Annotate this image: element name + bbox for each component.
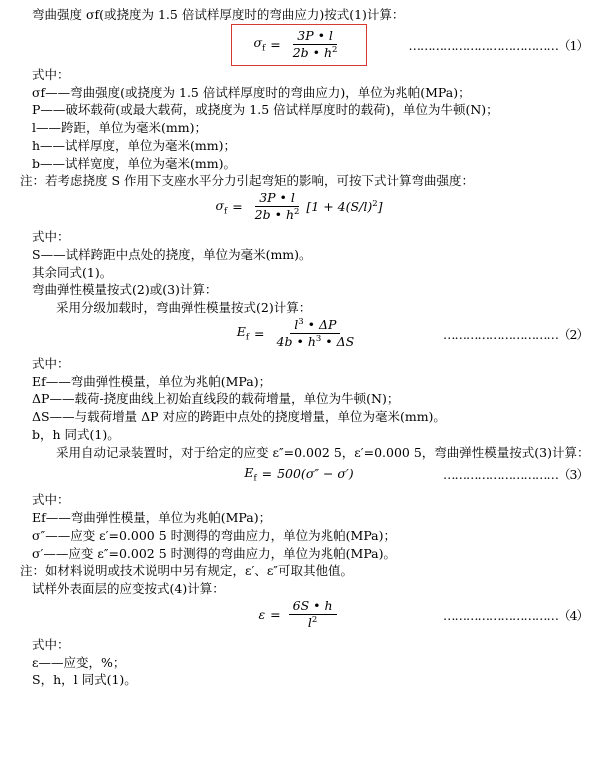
where-label-3: 式中： <box>32 355 70 371</box>
equation-2-denominator: 4b • $h^3$ • ΔS <box>276 334 355 350</box>
equation-3 <box>244 464 353 485</box>
equation-1-row <box>8 28 590 62</box>
definition-item: σf——弯曲强度(或挠度为 1.5 倍试样厚度时的弯曲应力)，单位为兆帕(MPa)； <box>32 84 471 100</box>
definition-item: σ′——应变 ε″=0.002 5 时测得的弯曲应力，单位为兆帕(MPa)。 <box>32 545 397 561</box>
equals-sign: = <box>254 325 265 341</box>
stepwise-intro: 采用分级加载时，弯曲弹性模量按式(2)计算： <box>56 300 312 315</box>
definition-item: σ″——应变 ε′=0.000 5 时测得的弯曲应力，单位为兆帕(MPa)； <box>32 527 397 543</box>
equation-4-numerator: 6S • h <box>289 599 337 615</box>
strain-intro: 试样外表面层的应变按式(4)计算： <box>32 581 225 596</box>
equation-4-lhs: ε <box>258 606 266 622</box>
note-equation-fraction <box>251 191 304 223</box>
definition-item: P——破坏载荷(或最大载荷，或挠度为 1.5 倍试样厚度时的载荷)，单位为牛顿(N)； <box>32 102 499 118</box>
definition-item: Ef——弯曲弹性模量，单位为兆帕(MPa)； <box>32 510 272 525</box>
note-equation-bracket: $[1 + 4(S/l)^2]$ <box>306 199 383 215</box>
note-2: 注：如材料说明或技术说明中另有规定，ε′、ε″可取其他值。 <box>20 563 353 579</box>
note-1: 注：若考虑挠度 S 作用下支座水平分力引起弯矩的影响，可按下式计算弯曲强度： <box>20 173 475 189</box>
equals-sign: = <box>270 606 281 622</box>
note-equation-row <box>8 190 590 224</box>
intro-text: 弯曲强度 σf(或挠度为 1.5 倍试样厚度时的弯曲应力)按式(1)计算： <box>32 7 405 22</box>
equation-3-rhs: 500(σ″ − σ′) <box>277 466 354 482</box>
definition-item: ΔP——载荷-挠度曲线上初始直线段的载荷增量，单位为牛顿(N)； <box>32 391 400 407</box>
where-label-2: 式中： <box>32 229 70 244</box>
modulus-intro: 弯曲弹性模量按式(2)或(3)计算： <box>32 282 218 298</box>
equation-2-numerator: $l^3$ • ΔP <box>290 318 340 335</box>
definition-item: Ef——弯曲弹性模量，单位为兆帕(MPa)； <box>32 373 272 389</box>
where-label-4: 式中： <box>32 492 70 508</box>
equals-sign: = <box>261 466 273 482</box>
definition-item: S，h，l 同式(1)。 <box>32 672 137 688</box>
note-equation-lhs: $\sigma_f$ <box>215 197 228 217</box>
equals-sign: = <box>270 36 281 52</box>
equals-sign: = <box>232 199 243 215</box>
equation-1-fraction <box>289 29 342 61</box>
equation-2-number: …………………………（2） <box>443 326 588 342</box>
where-label-5: 式中： <box>32 636 70 652</box>
equation-2-lhs: $E_f$ <box>236 324 250 343</box>
definition-item: b，h 同式(1)。 <box>32 426 120 442</box>
note-equation <box>215 191 382 223</box>
equation-4-fraction <box>289 599 337 631</box>
equation-2-row <box>8 317 590 351</box>
equation-4-row <box>8 598 590 632</box>
where-label-1: 式中： <box>32 66 70 82</box>
definition-item: b——试样宽度，单位为毫米(mm)。 <box>32 155 236 171</box>
intro-paragraph <box>8 6 590 24</box>
equation-3-row <box>8 461 590 487</box>
equation-3-number: …………………………（3） <box>443 467 588 483</box>
equation-4-number: …………………………（4） <box>443 607 588 623</box>
definition-item: ΔS——与载荷增量 ΔP 对应的跨距中点处的挠度增量，单位为毫米(mm)。 <box>32 409 446 424</box>
equation-4 <box>258 599 339 631</box>
equation-2 <box>237 318 361 350</box>
definition-item: ε——应变，%； <box>32 654 126 670</box>
definition-item: l——跨距，单位为毫米(mm)； <box>32 120 207 135</box>
definition-item: 其余同式(1)。 <box>32 264 113 280</box>
equation-1-numerator: 3P • l <box>293 29 337 45</box>
definition-item: h——试样厚度，单位为毫米(mm)； <box>32 137 237 153</box>
note-equation-denominator: 2b • $h^2$ <box>254 207 300 223</box>
equation-2-fraction <box>273 318 359 350</box>
equation-1-number: …………………………………（1） <box>408 37 588 53</box>
note-equation-numerator: 3P • l <box>255 191 299 207</box>
definition-item: S——试样跨距中点处的挠度，单位为毫米(mm)。 <box>32 246 312 262</box>
equation-3-lhs: $E_f$ <box>244 464 257 484</box>
auto-intro: 采用自动记录装置时，对于给定的应变 ε″=0.002 5，ε′=0.000 5，弯曲弹性模量按式(3)计算： <box>56 444 590 460</box>
equation-4-denominator: $l^2$ <box>307 615 318 631</box>
equation-1-box <box>231 24 368 66</box>
equation-1-denominator: 2b • $h^2$ <box>292 45 338 61</box>
equation-1-lhs: $\sigma_f$ <box>253 35 266 54</box>
